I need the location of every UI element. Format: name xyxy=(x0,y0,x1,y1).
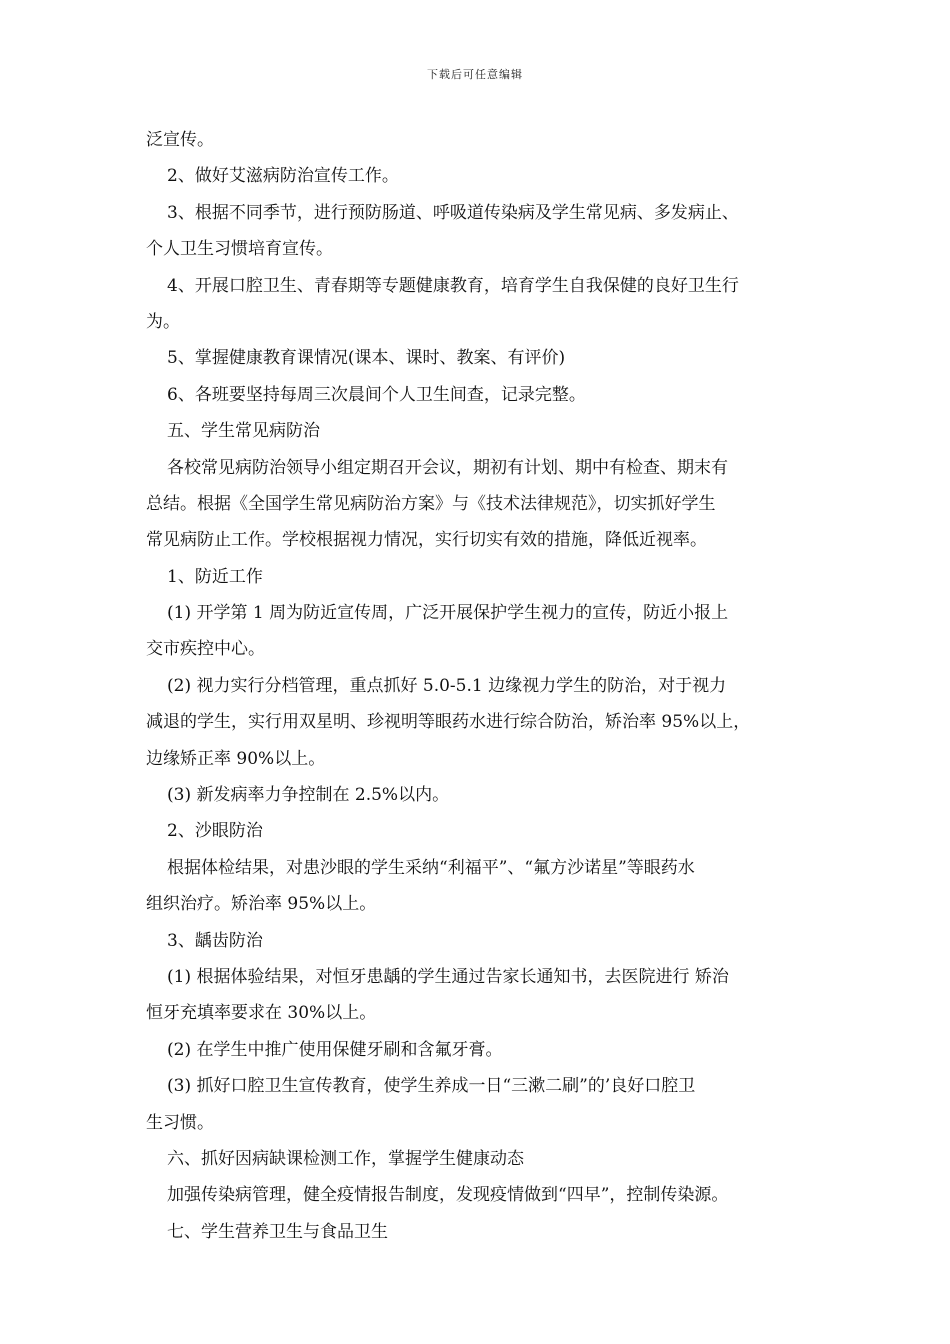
text-line: (3) 新发病率力争控制在 2.5%以内。 xyxy=(167,785,450,806)
text-line: 恒牙充填率要求在 30%以上。 xyxy=(146,1003,377,1024)
text-line: 边缘矫正率 90%以上。 xyxy=(146,748,326,769)
text-line: 3、根据不同季节，进行预防肠道、呼吸道传染病及学生常见病、多发病止、 xyxy=(167,202,739,223)
section-heading: 六、抓好因病缺课检测工作，掌握学生健康动态 xyxy=(167,1148,524,1169)
document-body xyxy=(146,122,822,1250)
page-header: 下载后可任意编辑 xyxy=(427,68,523,81)
text-line: 加强传染病管理，健全疫情报告制度，发现疫情做到“四早”，控制传染源。 xyxy=(167,1185,729,1206)
text-line: 为。 xyxy=(146,311,180,332)
text-line: (1) 开学第 1 周为防近宣传周，广泛开展保护学生视力的宣传，防近小报上 xyxy=(167,603,729,624)
text-line: 个人卫生习惯培育宣传。 xyxy=(146,239,333,260)
text-line: 4、开展口腔卫生、青春期等专题健康教育，培育学生自我保健的良好卫生行 xyxy=(167,275,739,296)
text-line: (3) 抓好口腔卫生宣传教育，使学生养成一日“三漱二刷”的’良好口腔卫 xyxy=(167,1076,696,1097)
section-heading: 五、学生常见病防治 xyxy=(167,421,320,442)
text-line: (2) 在学生中推广使用保健牙刷和含氟牙膏。 xyxy=(167,1039,503,1060)
text-line: 组织治疗。矫治率 95%以上。 xyxy=(146,894,377,915)
text-line: 总结。根据《全国学生常见病防治方案》与《技术法律规范》，切实抓好学生 xyxy=(146,493,716,514)
subsection-heading: 1、防近工作 xyxy=(167,566,263,587)
text-line: (1) 根据体验结果，对恒牙患龋的学生通过告家长通知书，去医院进行 矫治 xyxy=(167,966,729,987)
text-line: 常见病防止工作。学校根据视力情况，实行切实有效的措施，降低近视率。 xyxy=(146,530,707,551)
subsection-heading: 2、沙眼防治 xyxy=(167,821,263,842)
text-line: 2、做好艾滋病防治宣传工作。 xyxy=(167,166,399,187)
text-line: 泛宣传。 xyxy=(146,130,214,150)
text-line: 减退的学生，实行用双星明、珍视明等眼药水进行综合防治，矫治率 95%以上， xyxy=(146,712,751,733)
subsection-heading: 3、龋齿防治 xyxy=(167,930,263,951)
text-line: 5、掌握健康教育课情况(课本、课时、教案、有评价) xyxy=(167,348,566,369)
text-line: (2) 视力实行分档管理，重点抓好 5.0-5.1 边缘视力学生的防治，对于视力 xyxy=(167,675,727,696)
text-line: 根据体检结果，对患沙眼的学生采纳“利福平”、“氟方沙诺星”等眼药水 xyxy=(167,857,695,878)
text-line: 交市疾控中心。 xyxy=(146,639,265,660)
text-line: 6、各班要坚持每周三次晨间个人卫生间查，记录完整。 xyxy=(167,384,586,405)
text-line: 各校常见病防治领导小组定期召开会议，期初有计划、期中有检查、期末有 xyxy=(167,457,728,478)
section-heading: 七、学生营养卫生与食品卫生 xyxy=(167,1221,388,1242)
text-line: 生习惯。 xyxy=(146,1112,214,1133)
